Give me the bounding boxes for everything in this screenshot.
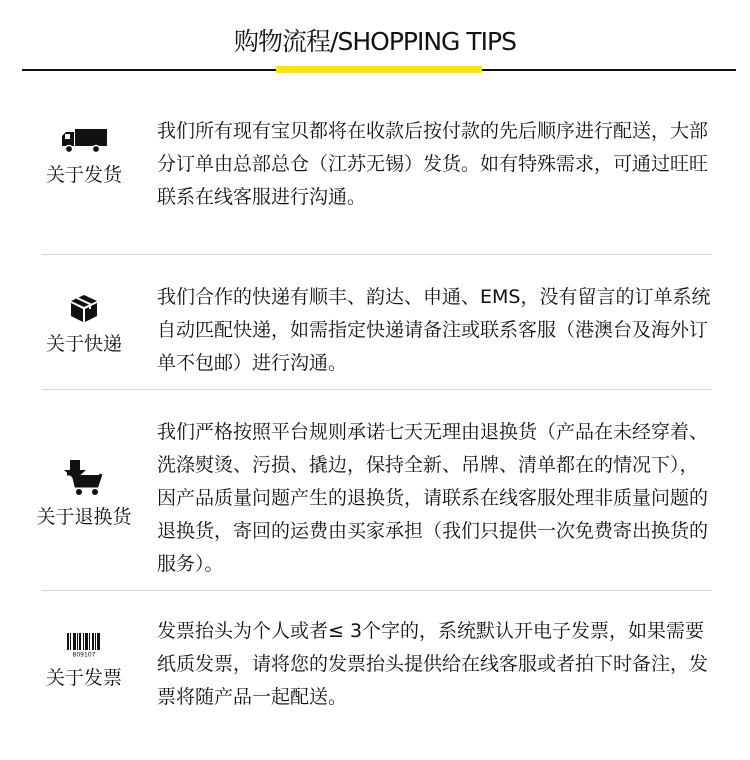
section-divider <box>42 254 712 255</box>
truck-icon <box>60 128 108 154</box>
section-label: 关于发货 <box>45 164 122 186</box>
section-text: 我们严格按照平台规则承诺七天无理由退换货（产品在未经穿着、洗涤熨烫、污损、撬边，保持全新、吊牌、清单都在的情况下），因产品质量问题产生的退换货，请联系在线客服处理非质量问题的退换货，寄回的运费由买家承担（我们只提供一次免费寄出换货的服务）。 <box>157 421 709 575</box>
section-returns-header <box>22 458 146 529</box>
section-divider <box>42 590 712 591</box>
section-divider <box>42 389 712 390</box>
package-icon <box>69 293 99 323</box>
section-label: 关于快递 <box>45 333 122 355</box>
title-accent-bar <box>276 66 482 73</box>
section-text: 我们所有现有宝贝都将在收款后按付款的先后顺序进行配送，大部分订单由总部总仓（江苏无锡）发货。如有特殊需求，可通过旺旺联系在线客服进行沟通。 <box>157 120 709 208</box>
barcode-icon <box>66 633 102 657</box>
barcode-number: 809107 <box>72 651 96 657</box>
page-title: 购物流程/SHOPPING TIPS <box>234 27 516 56</box>
cart-exchange-icon <box>64 458 104 496</box>
section-text: 发票抬头为个人或者≤ 3个字的，系统默认开电子发票，如果需要纸质发票，请将您的发票抬头提供给在线客服或者拍下时备注，发票将随产品一起配送。 <box>157 620 709 708</box>
section-text: 我们合作的快递有顺丰、韵达、申通、EMS，没有留言的订单系统自动匹配快递，如需指定快递请备注或联系客服（港澳台及海外订单不包邮）进行沟通。 <box>157 286 711 374</box>
section-shipping-header <box>22 128 146 187</box>
section-courier-header <box>22 293 146 356</box>
section-label: 关于发票 <box>45 667 122 689</box>
section-invoice-header <box>22 633 146 690</box>
section-label: 关于退换货 <box>36 506 132 528</box>
